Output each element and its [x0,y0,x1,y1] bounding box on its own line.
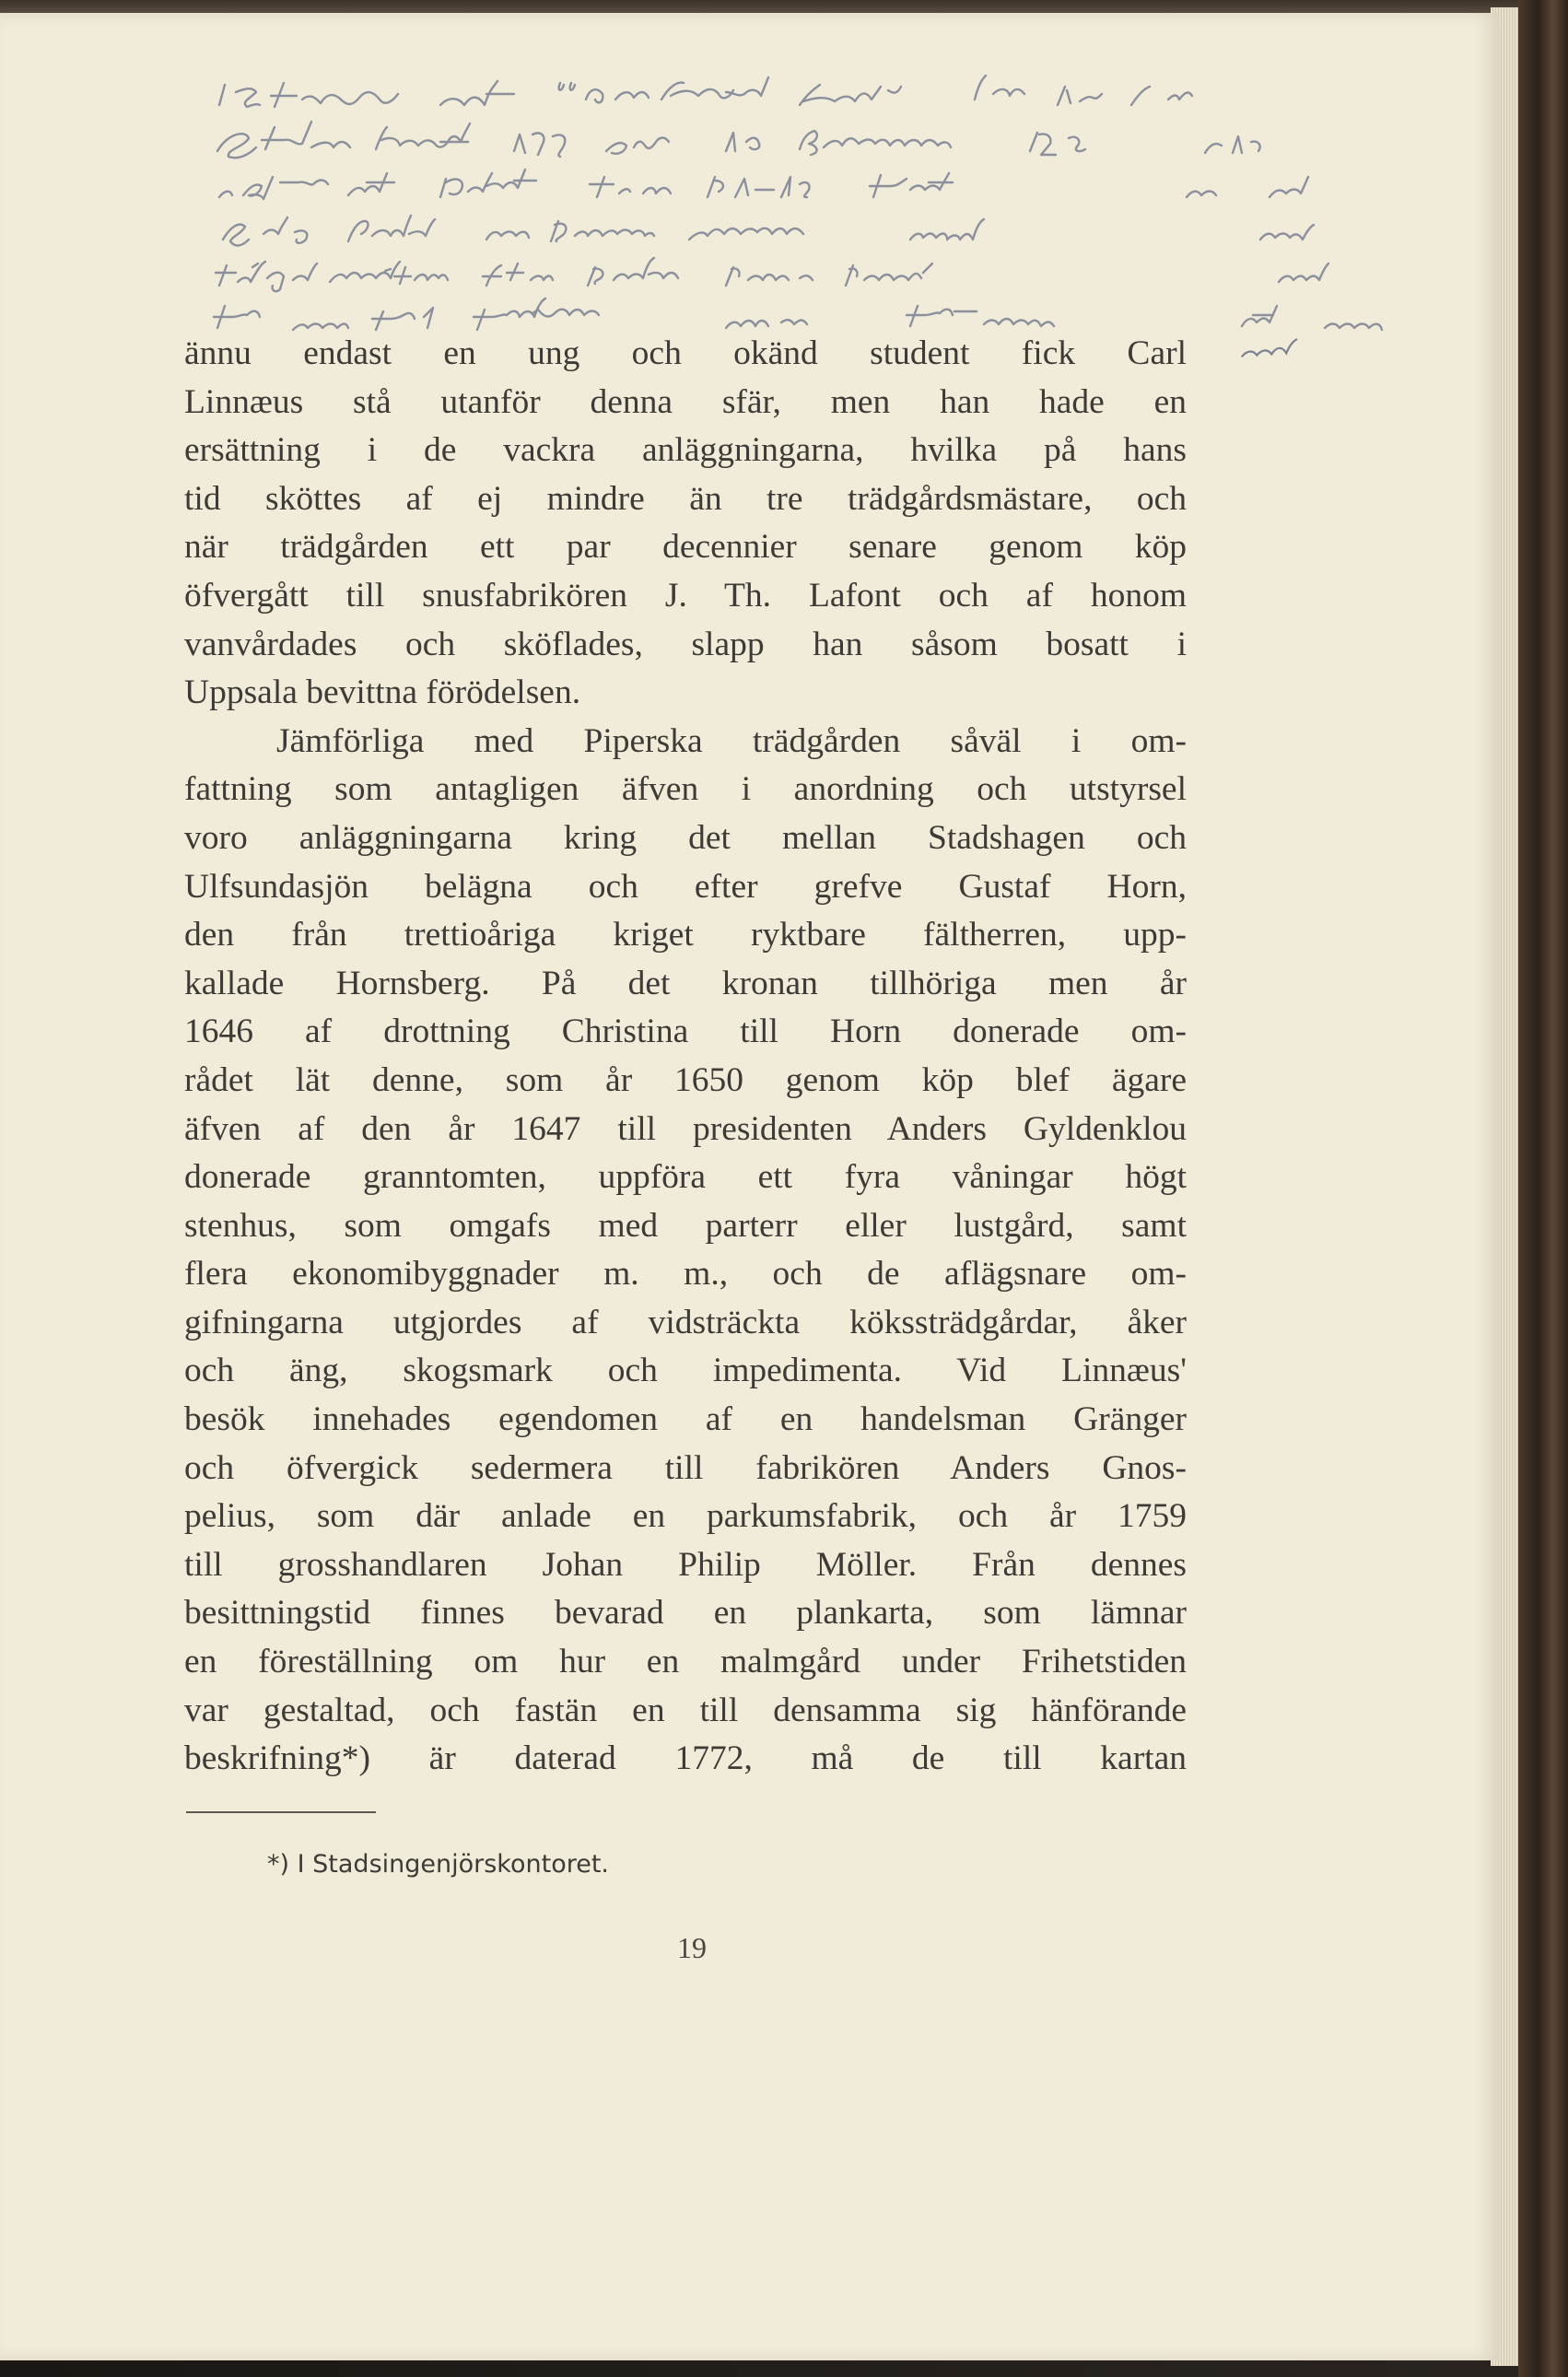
margin-pencil-mark [1239,331,1315,369]
annotation-line [199,242,968,275]
text-line: flera ekonomibyggnader m. m., och de aflägsnare om- [184,1255,1187,1294]
annotation-transcription [193,68,1500,322]
text-line: och öfvergick sedermera till fabrikören Anders Gnos- [184,1448,1187,1487]
text-line: en föreställning om hur en malmgård under Frihetstiden [184,1643,1187,1681]
text-line: gifningarna utgjordes af vidsträckta kökssträdgårdar, åker [184,1303,1187,1341]
text-line: ännu endast en ung och okänd student fick Carl [184,334,1187,372]
text-line: stenhus, som omgafs med parterr eller lustgård, samt [184,1206,1187,1245]
text-line: Ulfsundasjön belägna och efter grefve Gustaf Horn, [184,867,1187,906]
annotation-line [223,73,966,105]
text-line: voro anläggningarna kring det mellan Stadshagen och [184,818,1187,857]
annotation-line [205,200,1034,232]
main-body-text [184,330,1187,1784]
text-line: äfven af den år 1647 till presidenten Anders Gyldenklou [184,1109,1187,1148]
annotation-line [211,158,1013,190]
text-line: besittningstid finnes bevarad en plankarta, som lämnar [184,1594,1187,1633]
text-line: och äng, skogsmark och impedimenta. Vid Linnæus' [184,1352,1187,1390]
text-line: vanvårdades och sköflades, slapp han såsom bosatt i [184,625,1187,663]
annotation-line [216,115,1052,147]
annotation-line [193,285,1012,317]
text-line: besök innehades egendomen af en handelsman Gränger [184,1400,1187,1439]
text-line: donerade granntomten, uppföra ett fyra våningar högt [184,1158,1187,1197]
text-line: Linnæus stå utanför denna sfär, men han hade en [184,382,1187,421]
footnote: *) I Stadsingenjörskontoret. [267,1850,609,1879]
footnote-rule [186,1811,376,1813]
text-line: tid sköttes af ej mindre än tre trädgårdsmästare, och [184,479,1187,518]
text-line: fattning som antagligen äfven i anordning och utstyrsel [184,770,1187,809]
text-line: ersättning i de vackra anläggningarna, hvilka på hans [184,431,1187,470]
text-line: var gestaltad, och fastän en till densamma sig hänförande [184,1691,1187,1729]
text-line: Jämförliga med Piperska trädgården såväl i om- [276,721,1187,760]
text-line: rådet lät denne, som år 1650 genom köp blef ägare [184,1060,1187,1099]
book-cover-edge [1518,0,1568,2377]
text-line: 1646 af drottning Christina till Horn donerade om- [184,1013,1187,1051]
text-line: beskrifning*) är daterad 1772, må de till kartan [184,1739,1187,1778]
text-line: till grosshandlaren Johan Philip Möller. Från dennes [184,1545,1187,1584]
text-line: kallade Hornsberg. På det kronan tillhöriga men år [184,964,1187,1002]
handwritten-annotation [210,68,1481,345]
text-line: pelius, som där anlade en parkumsfabrik, och år 1759 [184,1497,1187,1536]
text-line: Uppsala bevittna förödelsen. [184,673,581,712]
text-line: den från trettioåriga kriget ryktbare fältherren, upp- [184,916,1187,954]
text-line: öfvergått till snusfabrikören J. Th. Lafont och af honom [184,576,1187,615]
margin-scribble [1239,331,1315,364]
text-line: när trädgården ett par decennier senare genom köp [184,528,1187,567]
page-number: 19 [677,1931,707,1964]
